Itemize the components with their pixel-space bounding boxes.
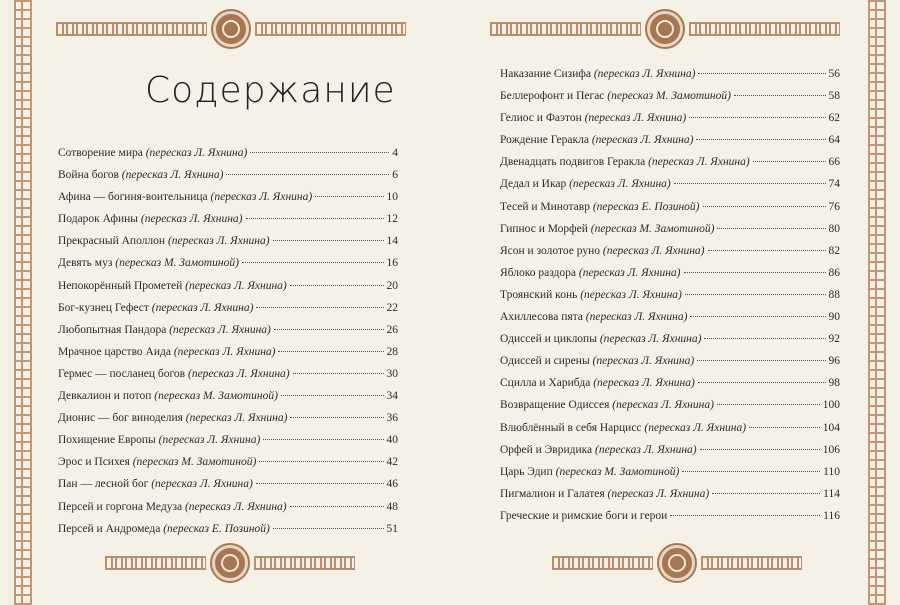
entry-title	[500, 399, 714, 411]
toc-entry	[58, 280, 398, 302]
entry-name: Гипнос и Морфей	[500, 222, 588, 235]
dot-leader	[293, 373, 384, 374]
page-number: 6	[392, 169, 398, 182]
entry-name: Пан — лесной бог	[58, 478, 149, 491]
dot-leader	[685, 294, 826, 295]
toc-entry	[500, 355, 840, 377]
entry-credit: (пересказ Е. Позиной)	[592, 200, 700, 213]
greek-key-border-right	[868, 0, 886, 605]
entry-title	[58, 213, 243, 225]
dot-leader	[256, 307, 383, 308]
entry-name: Бог-кузнец Гефест	[58, 301, 149, 314]
toc-entry	[500, 510, 840, 532]
dot-leader	[703, 206, 826, 207]
entry-name: Влюблённый в себя Нарцисс	[500, 421, 642, 434]
dot-leader	[281, 395, 384, 396]
entry-credit: (пересказ М. Замотиной)	[115, 257, 239, 270]
entry-title	[58, 169, 223, 181]
page-number: 4	[392, 147, 398, 159]
entry-credit: (пересказ Л. Яхнина)	[585, 311, 688, 324]
toc-entry	[500, 68, 840, 90]
entry-credit: (пересказ Л. Яхнина)	[599, 333, 702, 346]
toc-entry	[58, 235, 398, 257]
entry-credit: (пересказ Л. Яхнина)	[184, 500, 287, 513]
entry-credit: (пересказ Л. Яхнина)	[167, 235, 270, 248]
meander-band	[490, 22, 641, 36]
page-number: 22	[386, 301, 398, 314]
dot-leader	[674, 183, 826, 184]
page-number: 12	[386, 213, 398, 226]
toc-list-left	[58, 147, 398, 545]
page-number: 98	[828, 377, 840, 390]
dot-leader	[712, 493, 820, 494]
entry-credit: (пересказ Л. Яхнина)	[185, 279, 287, 292]
entry-credit: (пересказ Л. Яхнина)	[173, 345, 276, 358]
dot-leader	[717, 404, 820, 405]
medallion-icon	[212, 545, 248, 581]
entry-credit: (пересказ М. Замотиной)	[555, 465, 680, 478]
entry-credit: (пересказ Л. Яхнина)	[210, 191, 313, 204]
page-number: 48	[386, 500, 398, 513]
entry-name: Возвращение Одиссея	[500, 399, 610, 412]
entry-name: Двенадцать подвигов Геракла	[500, 156, 646, 169]
dot-leader	[274, 329, 384, 330]
entry-credit: (пересказ Л. Яхнина)	[580, 288, 682, 301]
entry-credit: (пересказ Л. Яхнина)	[188, 367, 290, 380]
entry-title	[500, 466, 679, 478]
page-number: 116	[823, 509, 840, 522]
page-number: 106	[822, 443, 840, 456]
entry-credit: (пересказ Л. Яхнина)	[151, 301, 254, 314]
dot-leader	[273, 240, 384, 241]
toc-entry	[500, 267, 840, 289]
entry-title	[500, 90, 731, 102]
dot-leader	[700, 449, 820, 450]
page-number: 64	[828, 134, 840, 147]
entry-title	[500, 112, 686, 124]
entry-name: Любопытная Пандора	[58, 323, 167, 336]
entry-name: Гелиос и Фаэтон	[500, 112, 582, 125]
entry-title	[58, 235, 270, 247]
dot-leader	[684, 272, 826, 273]
dot-leader	[749, 427, 820, 428]
toc-entry	[500, 444, 840, 466]
toc-entry	[500, 399, 840, 421]
toc-entry	[58, 523, 398, 545]
entry-name: Пигмалион и Галатея	[500, 487, 605, 500]
toc-entry	[58, 169, 398, 191]
page-number: 92	[828, 333, 840, 346]
page-number: 96	[828, 355, 840, 368]
entry-title	[500, 333, 701, 345]
entry-name: Война богов	[58, 169, 119, 182]
entry-title	[58, 368, 290, 380]
entry-title	[500, 178, 671, 190]
toc-entry	[58, 368, 398, 390]
top-ornament-left	[56, 20, 406, 38]
entry-title	[500, 377, 695, 389]
page-number: 10	[386, 191, 398, 204]
dot-leader	[734, 95, 826, 96]
meander-band	[701, 556, 802, 570]
entry-title	[58, 456, 256, 468]
entry-title	[500, 156, 750, 168]
entry-name: Персей и Андромеда	[58, 522, 161, 535]
entry-credit: (пересказ Л. Яхнина)	[592, 355, 695, 368]
entry-title	[500, 267, 681, 279]
entry-credit: (пересказ М. Замотиной)	[590, 222, 715, 235]
entry-credit: (пересказ Л. Яхнина)	[584, 112, 687, 125]
page-number: 86	[828, 266, 840, 279]
toc-entry	[500, 90, 840, 112]
entry-name: Рождение Геракла	[500, 134, 589, 147]
entry-credit: (пересказ Л. Яхнина)	[185, 412, 288, 425]
toc-entry	[58, 390, 398, 412]
greek-key-border-left	[14, 0, 32, 605]
page-number: 56	[828, 68, 840, 80]
entry-credit: (пересказ Л. Яхнина)	[644, 421, 747, 434]
dot-leader	[698, 382, 826, 383]
page-number: 26	[386, 323, 398, 336]
entry-name: Персей и горгона Медуза	[58, 500, 183, 513]
entry-name: Непокорённый Прометей	[58, 279, 183, 292]
bottom-ornament-left	[105, 548, 355, 578]
dot-leader	[753, 161, 826, 162]
toc-entry	[58, 213, 398, 235]
entry-credit: (пересказ Л. Яхнина)	[169, 323, 271, 336]
page-number: 76	[828, 200, 840, 213]
page-number: 28	[386, 345, 398, 358]
dot-leader	[290, 506, 384, 507]
toc-entry	[500, 311, 840, 333]
dot-leader	[696, 139, 825, 140]
page-number: 42	[386, 456, 398, 469]
dot-leader	[717, 228, 825, 229]
dot-leader	[226, 174, 389, 175]
toc-entry	[500, 178, 840, 200]
entry-credit: (пересказ Л. Яхнина)	[140, 213, 243, 226]
entry-title	[58, 324, 271, 336]
entry-title	[58, 191, 312, 203]
toc-entry	[58, 412, 398, 434]
page-number: 14	[386, 235, 398, 248]
meander-band	[552, 556, 653, 570]
meander-band	[56, 22, 207, 36]
dot-leader	[690, 316, 825, 317]
entry-credit: (пересказ Л. Яхнина)	[151, 478, 253, 491]
entry-title	[58, 390, 278, 402]
entry-title	[500, 311, 687, 323]
medallion-icon	[213, 11, 249, 47]
page-number: 34	[386, 390, 398, 403]
entry-name: Афина — богиня-воительница	[58, 191, 208, 204]
entry-name: Сотворение мира	[58, 147, 143, 159]
medallion-icon	[659, 545, 695, 581]
toc-entry	[58, 324, 398, 346]
dot-leader	[697, 360, 825, 361]
meander-band	[689, 22, 840, 36]
page-number: 110	[823, 465, 840, 478]
page-number: 80	[828, 222, 840, 235]
toc-entry	[500, 333, 840, 355]
entry-title	[58, 257, 239, 269]
entry-title	[58, 478, 253, 490]
page-number: 82	[828, 244, 840, 257]
entry-name: Гермес — посланец богов	[58, 367, 186, 380]
entry-name: Яблоко раздора	[500, 266, 576, 279]
toc-entry	[500, 488, 840, 510]
page-number: 62	[828, 112, 840, 125]
entry-credit: (пересказ М. Замотиной)	[132, 456, 257, 469]
dot-leader	[704, 338, 825, 339]
entry-title	[58, 412, 287, 424]
entry-credit: (пересказ Л. Яхнина)	[145, 147, 248, 159]
entry-credit: (пересказ Л. Яхнина)	[607, 487, 710, 500]
page-number: 46	[386, 478, 398, 491]
toc-entry	[500, 134, 840, 156]
dot-leader	[242, 262, 384, 263]
entry-name: Дедал и Икар	[500, 178, 567, 191]
toc-entry	[58, 191, 398, 213]
entry-name: Прекрасный Аполлон	[58, 235, 166, 248]
entry-credit: (пересказ Л. Яхнина)	[612, 399, 714, 412]
entry-credit: (пересказ Л. Яхнина)	[569, 178, 671, 191]
entry-name: Троянский конь	[500, 288, 578, 301]
dot-leader	[259, 461, 383, 462]
entry-title	[500, 510, 667, 522]
medallion-icon	[647, 11, 683, 47]
entry-title	[500, 245, 705, 257]
entry-title	[500, 488, 709, 500]
dot-leader	[315, 196, 383, 197]
entry-credit: (пересказ Л. Яхнина)	[595, 443, 697, 456]
entry-title	[58, 434, 260, 446]
dot-leader	[698, 73, 825, 74]
dot-leader	[708, 250, 826, 251]
entry-title	[500, 444, 697, 456]
entry-credit: (пересказ Л. Яхнина)	[591, 134, 694, 147]
entry-name: Греческие и римские боги и герои	[500, 509, 668, 522]
toc-entry	[500, 289, 840, 311]
toc-entry	[500, 245, 840, 267]
entry-credit: (пересказ Л. Яхнина)	[593, 68, 696, 80]
entry-name: Эрос и Психея	[58, 456, 130, 469]
entry-title	[500, 134, 693, 146]
entry-title	[500, 355, 694, 367]
entry-name: Орфей и Эвридика	[500, 443, 593, 456]
page-title: Содержание	[145, 70, 396, 111]
entry-title	[58, 302, 253, 314]
entry-title	[58, 501, 287, 513]
entry-credit: (пересказ Л. Яхнина)	[593, 377, 695, 390]
entry-credit: (пересказ Л. Яхнина)	[158, 434, 261, 447]
toc-entry	[58, 346, 398, 368]
entry-name: Царь Эдип	[500, 465, 553, 478]
page-number: 66	[828, 156, 840, 169]
meander-band	[255, 22, 406, 36]
toc-entry	[500, 201, 840, 223]
entry-credit: (пересказ Е. Позиной)	[163, 522, 270, 535]
page-number: 36	[386, 412, 398, 425]
entry-name: Одиссей и циклопы	[500, 333, 597, 346]
entry-title	[500, 422, 746, 434]
page-number: 74	[828, 178, 840, 191]
toc-entry	[58, 456, 398, 478]
toc-entry	[500, 377, 840, 399]
entry-name: Сцилла и Харибда	[500, 377, 591, 390]
dot-leader	[273, 528, 384, 529]
entry-title	[58, 280, 287, 292]
entry-credit: (пересказ Л. Яхнина)	[121, 169, 224, 182]
toc-entry	[58, 501, 398, 523]
toc-entry	[500, 223, 840, 245]
toc-entry	[500, 112, 840, 134]
dot-leader	[263, 439, 383, 440]
entry-name: Ясон и золотое руно	[500, 244, 600, 257]
page-number: 90	[828, 311, 840, 324]
right-page	[452, 0, 900, 605]
toc-entry	[500, 156, 840, 178]
entry-name: Одиссей и сирены	[500, 355, 590, 368]
page-number: 30	[386, 367, 398, 380]
entry-credit: (пересказ М. Замотиной)	[154, 390, 278, 403]
entry-name: Дионис — бог виноделия	[58, 412, 183, 425]
toc-list-right	[500, 68, 840, 532]
dot-leader	[256, 483, 384, 484]
entry-name: Девкалион и потоп	[58, 390, 152, 403]
page-number: 40	[386, 434, 398, 447]
dot-leader	[246, 218, 384, 219]
page-number: 58	[828, 90, 840, 103]
page-number: 51	[386, 522, 398, 535]
entry-name: Похищение Европы	[58, 434, 156, 447]
entry-title	[500, 289, 682, 301]
page-number: 20	[386, 279, 398, 292]
dot-leader	[689, 117, 825, 118]
toc-entry	[58, 257, 398, 279]
entry-name: Тесей и Минотавр	[500, 200, 590, 213]
dot-leader	[682, 471, 820, 472]
entry-title	[58, 147, 247, 159]
page-number: 114	[823, 487, 840, 500]
entry-credit: (пересказ Л. Яхнина)	[578, 266, 681, 279]
toc-entry	[58, 147, 398, 169]
page-number: 104	[822, 421, 840, 434]
dot-leader	[250, 152, 389, 153]
bottom-ornament-right	[552, 548, 802, 578]
top-ornament-right	[490, 20, 840, 38]
entry-name: Мрачное царство Аида	[58, 345, 171, 358]
entry-title	[500, 223, 714, 235]
meander-band	[105, 556, 206, 570]
page-number: 88	[828, 288, 840, 301]
toc-entry	[500, 466, 840, 488]
entry-title	[58, 346, 275, 358]
toc-entry	[58, 434, 398, 456]
dot-leader	[290, 285, 384, 286]
page-number: 16	[386, 257, 398, 270]
toc-entry	[58, 478, 398, 500]
toc-entry	[58, 302, 398, 324]
entry-credit: (пересказ Л. Яхнина)	[602, 244, 705, 257]
entry-title	[500, 68, 695, 80]
entry-name: Девять муз	[58, 257, 113, 270]
entry-name: Подарок Афины	[58, 213, 138, 226]
dot-leader	[290, 417, 383, 418]
entry-name: Беллерофонт и Пегас	[500, 90, 605, 103]
dot-leader	[278, 351, 383, 352]
entry-title	[500, 201, 700, 213]
entry-name: Ахиллесова пята	[500, 311, 583, 324]
entry-credit: (пересказ М. Замотиной)	[607, 90, 731, 103]
meander-band	[254, 556, 355, 570]
entry-title	[58, 523, 270, 535]
page-number: 100	[822, 399, 840, 412]
toc-entry	[500, 422, 840, 444]
dot-leader	[670, 515, 820, 516]
entry-name: Наказание Сизифа	[500, 68, 591, 80]
entry-credit: (пересказ Л. Яхнина)	[648, 156, 750, 169]
